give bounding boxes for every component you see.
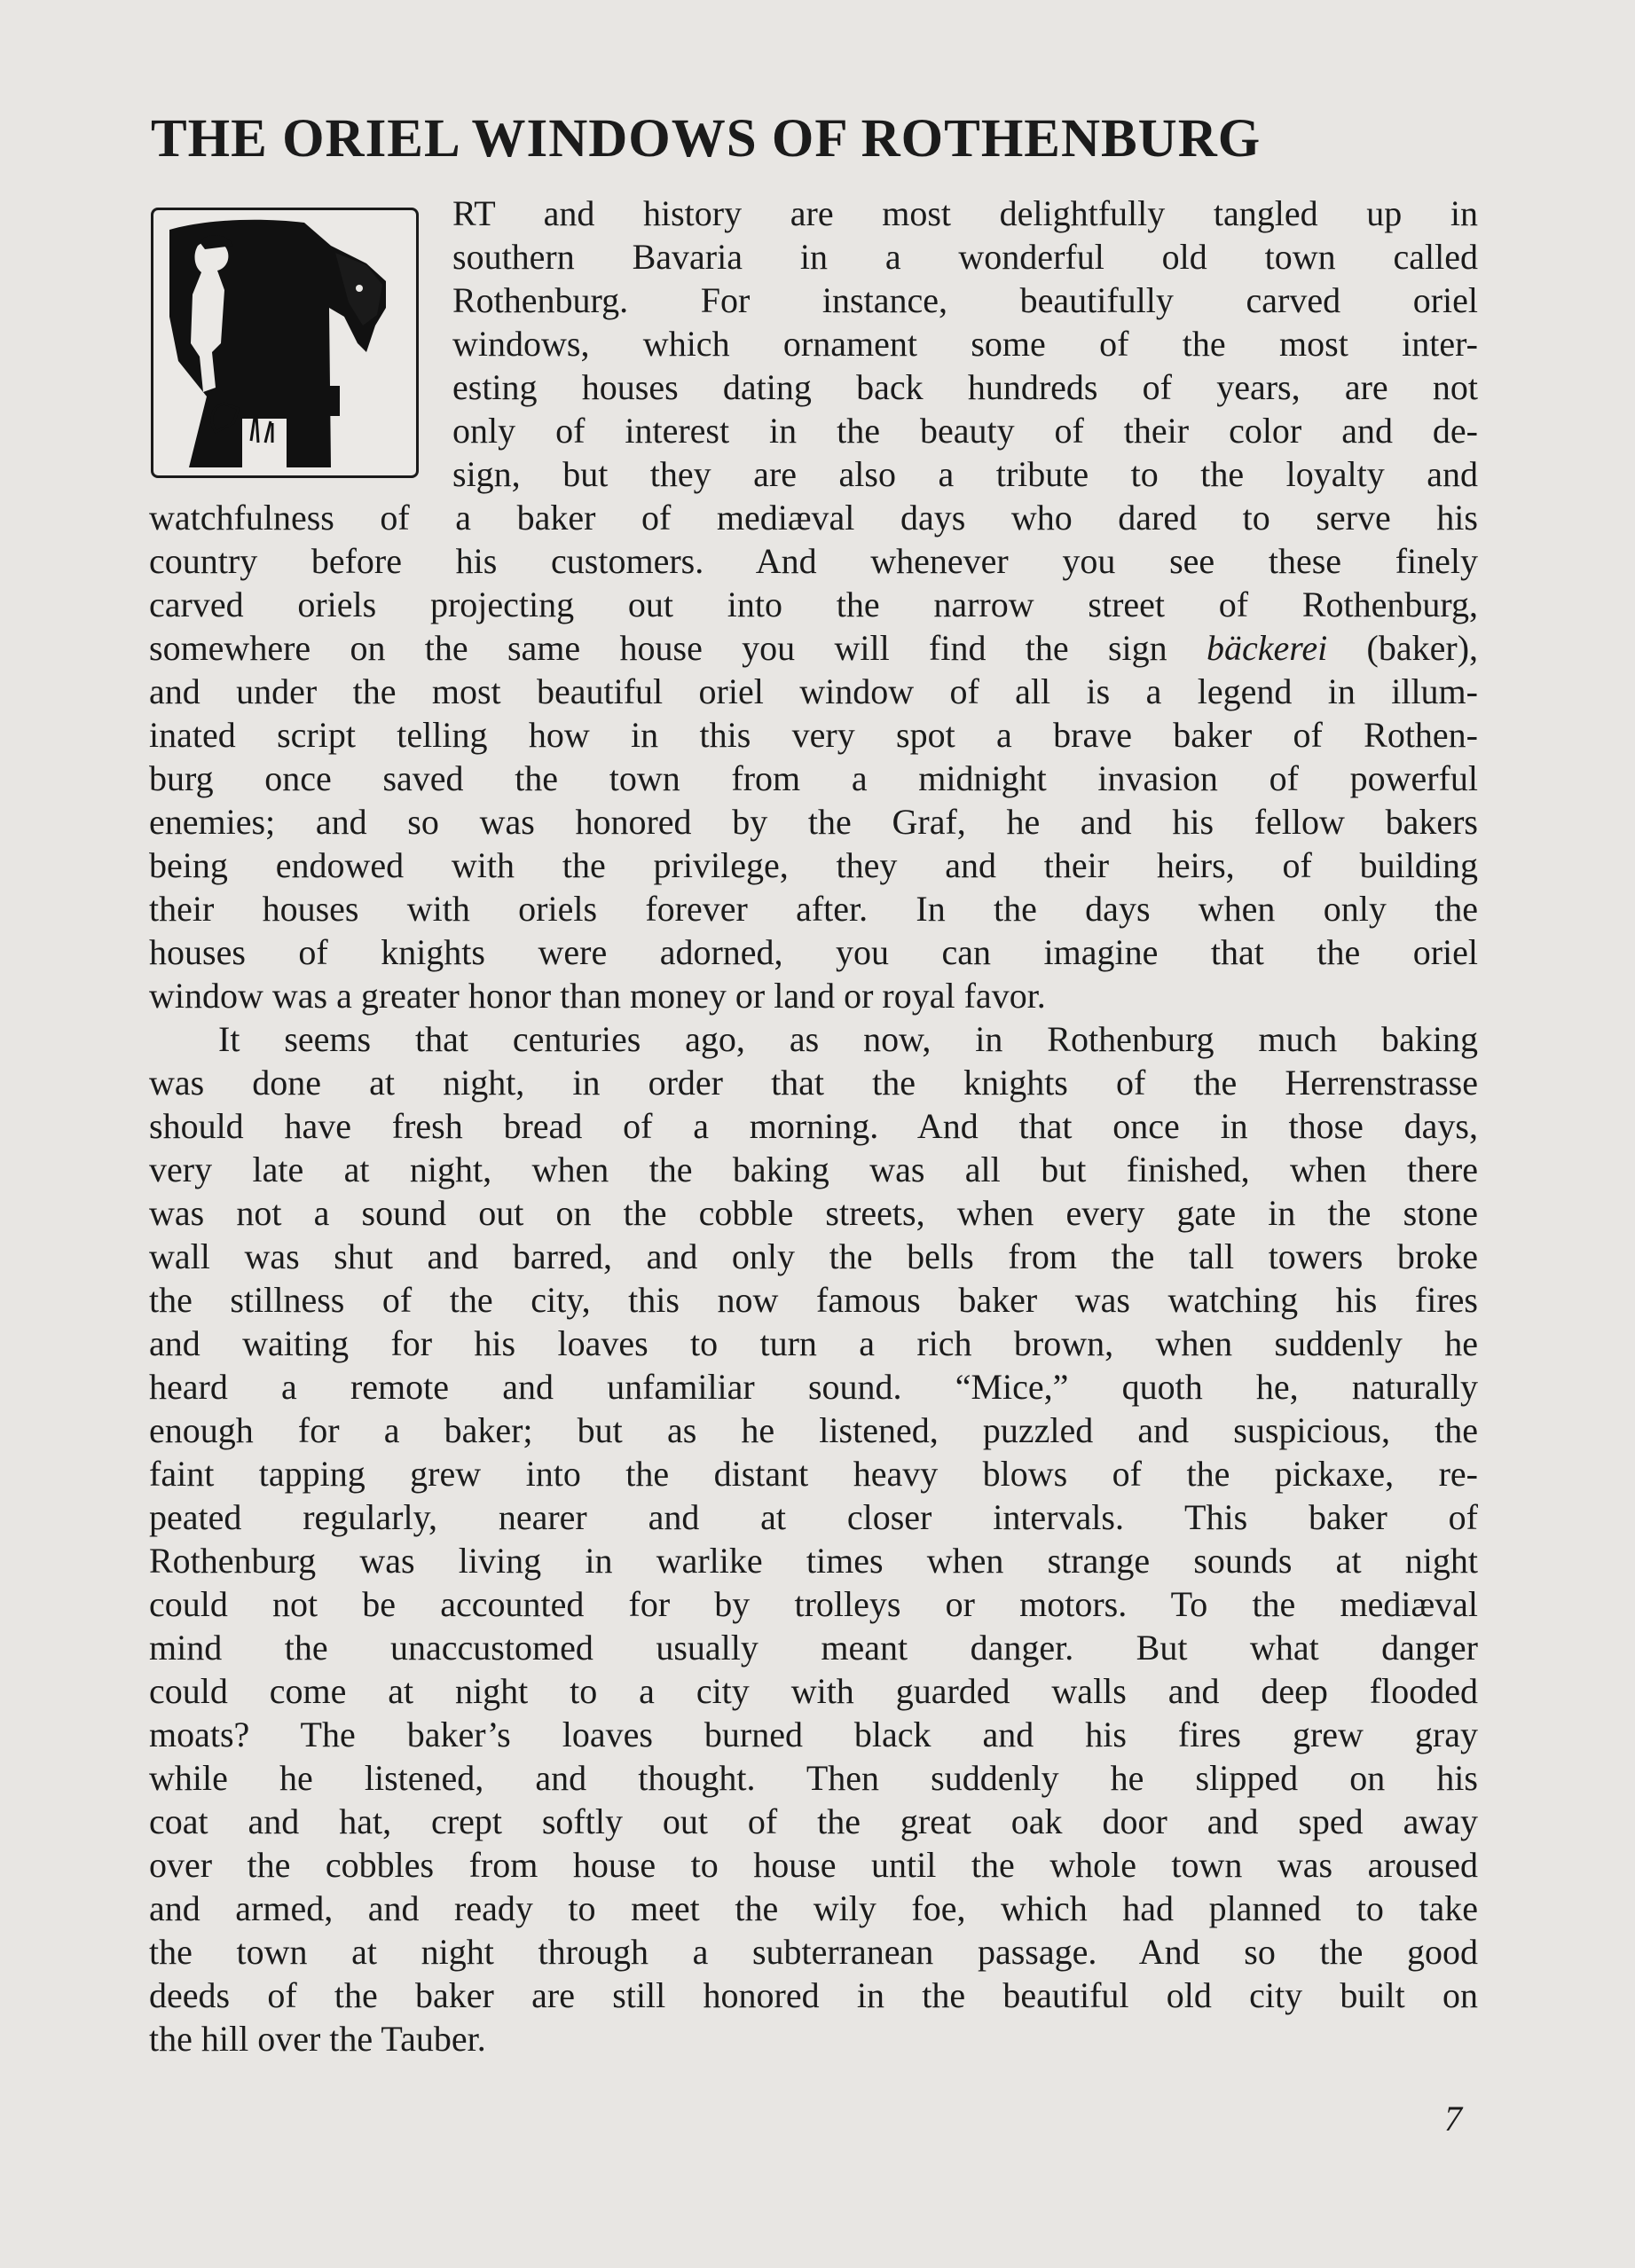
text-line: and armed, and ready to meet the wily foe, which had planned to take bbox=[149, 1888, 1478, 1928]
text-line: peated regularly, nearer and at closer intervals. This baker of bbox=[149, 1497, 1478, 1537]
text-line: windows, which ornament some of the most inter- bbox=[452, 324, 1478, 364]
text-line: southern Bavaria in a wonderful old town called bbox=[452, 237, 1478, 277]
text-line: enough for a baker; but as he listened, puzzled and suspicious, the bbox=[149, 1410, 1478, 1450]
text-line: faint tapping grew into the distant heavy blows of the pickaxe, re- bbox=[149, 1454, 1478, 1494]
text-line-tail: (baker), bbox=[1327, 628, 1479, 668]
text-line: heard a remote and unfamiliar sound. “Mice,” quoth he, naturally bbox=[149, 1367, 1478, 1407]
text-line: and under the most beautiful oriel window of all is a legend in illum- bbox=[149, 671, 1478, 711]
text-line: coat and hat, crept softly out of the great oak door and sped away bbox=[149, 1801, 1478, 1841]
text-line: could not be accounted for by trolleys or motors. To the mediæval bbox=[149, 1584, 1478, 1624]
text-line: sign, but they are also a tribute to the loyalty and bbox=[452, 454, 1478, 494]
text-line: mind the unaccustomed usually meant danger. But what danger bbox=[149, 1628, 1478, 1668]
text-line: being endowed with the privilege, they and their heirs, of building bbox=[149, 845, 1478, 885]
text-line: could come at night to a city with guarded walls and deep flooded bbox=[149, 1671, 1478, 1711]
text-line: and waiting for his loaves to turn a rich brown, when suddenly he bbox=[149, 1323, 1478, 1363]
text-line: the hill over the Tauber. bbox=[149, 2019, 486, 2059]
text-line: the stillness of the city, this now famous baker was watching his fires bbox=[149, 1280, 1478, 1320]
page-title: THE ORIEL WINDOWS OF ROTHENBURG bbox=[151, 109, 1262, 169]
text-line: over the cobbles from house to house until the whole town was aroused bbox=[149, 1845, 1478, 1885]
page-number: 7 bbox=[1444, 2099, 1462, 2139]
text-line-head: somewhere on the same house you will find the sign bbox=[149, 628, 1167, 668]
text-line: was done at night, in order that the knights of the Herrenstrasse bbox=[149, 1063, 1478, 1103]
text-line: watchfulness of a baker of mediæval days who dared to serve his bbox=[149, 498, 1478, 538]
text-line: inated script telling how in this very spot a brave baker of Rothen- bbox=[149, 715, 1478, 755]
text-line: the town at night through a subterranean passage. And so the good bbox=[149, 1932, 1478, 1972]
text-line: only of interest in the beauty of their color and de- bbox=[452, 411, 1478, 451]
text-line: Rothenburg. For instance, beautifully carved oriel bbox=[452, 280, 1478, 320]
text-line: deeds of the baker are still honored in the beautiful old city built on bbox=[149, 1975, 1478, 2015]
italic-word: bäckerei bbox=[1207, 628, 1328, 668]
text-line: carved oriels projecting out into the narrow street of Rothenburg, bbox=[149, 585, 1478, 624]
text-line: moats? The baker’s loaves burned black and his fires grew gray bbox=[149, 1715, 1478, 1754]
woodcut-illustration bbox=[153, 210, 419, 478]
text-line: burg once saved the town from a midnight invasion of powerful bbox=[149, 758, 1478, 798]
text-line: while he listened, and thought. Then suddenly he slipped on his bbox=[149, 1758, 1478, 1798]
text-line: window was a greater honor than money or land or royal favor. bbox=[149, 976, 1046, 1016]
text-line: country before his customers. And whenever you see these finely bbox=[149, 541, 1478, 581]
text-line: It seems that centuries ago, as now, in Rothenburg much baking bbox=[218, 1019, 1478, 1059]
text-line: should have fresh bread of a morning. And that once in those days, bbox=[149, 1106, 1478, 1146]
text-line: RT and history are most delightfully tangled up in bbox=[452, 193, 1478, 233]
text-line: their houses with oriels forever after. In the days when only the bbox=[149, 889, 1478, 929]
text-line: houses of knights were adorned, you can imagine that the oriel bbox=[149, 932, 1478, 972]
text-line: esting houses dating back hundreds of years, are not bbox=[452, 367, 1478, 407]
text-line-with-italic bbox=[149, 626, 1478, 670]
text-line: very late at night, when the baking was all but finished, when there bbox=[149, 1150, 1478, 1189]
text-line: enemies; and so was honored by the Graf, he and his fellow bakers bbox=[149, 802, 1478, 842]
text-line: wall was shut and barred, and only the bells from the tall towers broke bbox=[149, 1236, 1478, 1276]
text-line: Rothenburg was living in warlike times when strange sounds at night bbox=[149, 1541, 1478, 1581]
text-line: was not a sound out on the cobble streets, when every gate in the stone bbox=[149, 1193, 1478, 1233]
illuminated-initial-a bbox=[151, 208, 419, 478]
